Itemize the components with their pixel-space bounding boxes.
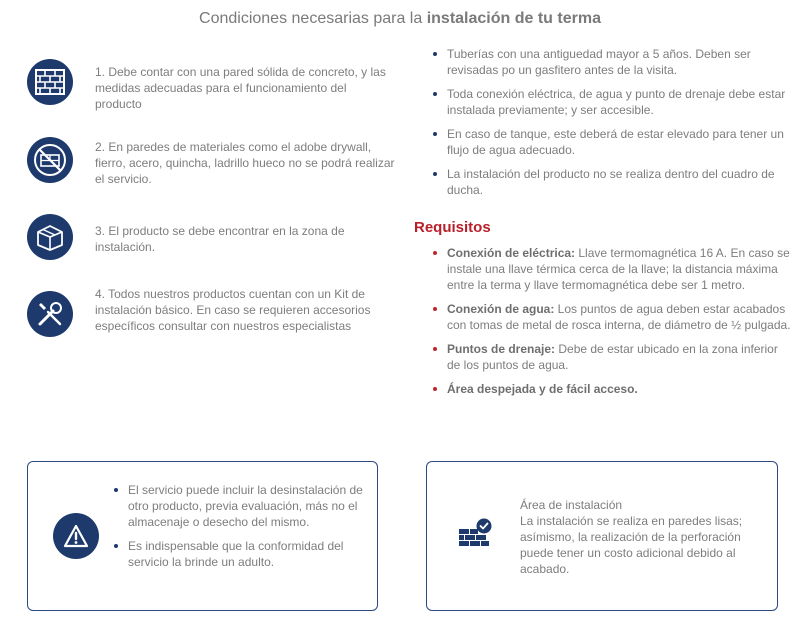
requirements-title: Requisitos — [414, 219, 491, 236]
condition-item-1 — [27, 59, 397, 109]
installation-area-title: Área de instalación — [520, 498, 623, 512]
list-item — [432, 301, 792, 333]
list-item: Toda conexión eléctrica, de agua y punto de drenaje debe estar instalada previamente; y ser accesible. — [432, 86, 792, 118]
brick-wall-icon — [27, 59, 73, 105]
no-brick-icon — [27, 137, 73, 183]
requirement-text: Los puntos de agua deben estar acabados con tomas de metal de rosca interna, de diámetro de ½ pulgada. — [447, 302, 791, 332]
service-info-card — [27, 461, 378, 611]
list-item — [432, 245, 792, 293]
requirement-label: Área despejada y de fácil acceso. — [447, 382, 638, 396]
installation-area-card — [426, 461, 778, 611]
requirement-label: Conexión de agua: — [447, 302, 555, 316]
condition-item-4 — [27, 287, 397, 341]
box-icon — [27, 214, 73, 260]
notes-list — [432, 46, 792, 206]
title-prefix: Condiciones necesarias para la — [199, 10, 427, 27]
installation-area-text — [520, 497, 770, 577]
requirement-label: Conexión de eléctrica: — [447, 246, 576, 260]
list-item: La instalación del producto no se realiza dentro del cuadro de ducha. — [432, 166, 792, 198]
wall-check-icon — [458, 517, 492, 551]
list-item — [432, 341, 792, 373]
warning-icon — [53, 513, 99, 559]
list-item: En caso de tanque, este deberá de estar elevado para tener un flujo de agua adecuado. — [432, 126, 792, 158]
condition-text: 4. Todos nuestros productos cuentan con un Kit de instalación básico. En caso se requieren accesorios específicos consultar con nuestros especialistas — [95, 287, 371, 333]
requirement-text: Debe de estar ubicado en la zona inferior de los puntos de agua. — [447, 342, 778, 372]
list-item: Es indispensable que la conformidad del servicio la brinde un adulto. — [113, 538, 368, 570]
requirement-text: Llave termomagnética 16 A. En caso se instale una llave térmica cerca de la llave; la distancia máxima entre la terma y llave termomagnética debe ser 1 metro. — [447, 246, 790, 292]
service-notes-list — [113, 482, 368, 578]
tools-icon — [27, 291, 73, 337]
condition-text: 2. En paredes de materiales como el adobe drywall, fierro, acero, quincha, ladrillo hueco no se podrá realizar el servicio. — [95, 140, 395, 186]
page-title — [0, 10, 800, 28]
list-item — [432, 381, 792, 397]
condition-item-3 — [27, 214, 397, 264]
list-item: Tuberías con una antiguedad mayor a 5 años. Deben ser revisadas po un gasfitero antes de la visita. — [432, 46, 792, 78]
list-item: El servicio puede incluir la desinstalación de otro producto, previa evaluación, más no el almacenaje o desecho del mismo. — [113, 482, 368, 530]
condition-item-2 — [27, 137, 397, 187]
title-bold: instalación de tu terma — [426, 10, 601, 27]
requirements-list — [432, 245, 792, 405]
condition-text: 1. Debe contar con una pared sólida de concreto, y las medidas adecuadas para el funcionamiento del producto — [95, 65, 386, 111]
condition-text: 3. El producto se debe encontrar en la zona de instalación. — [95, 224, 345, 254]
requirement-label: Puntos de drenaje: — [447, 342, 556, 356]
installation-area-body: La instalación se realiza en paredes lisas; asímismo, la realización de la perforación puede tener un costo adicional debido al acabado. — [520, 514, 743, 576]
